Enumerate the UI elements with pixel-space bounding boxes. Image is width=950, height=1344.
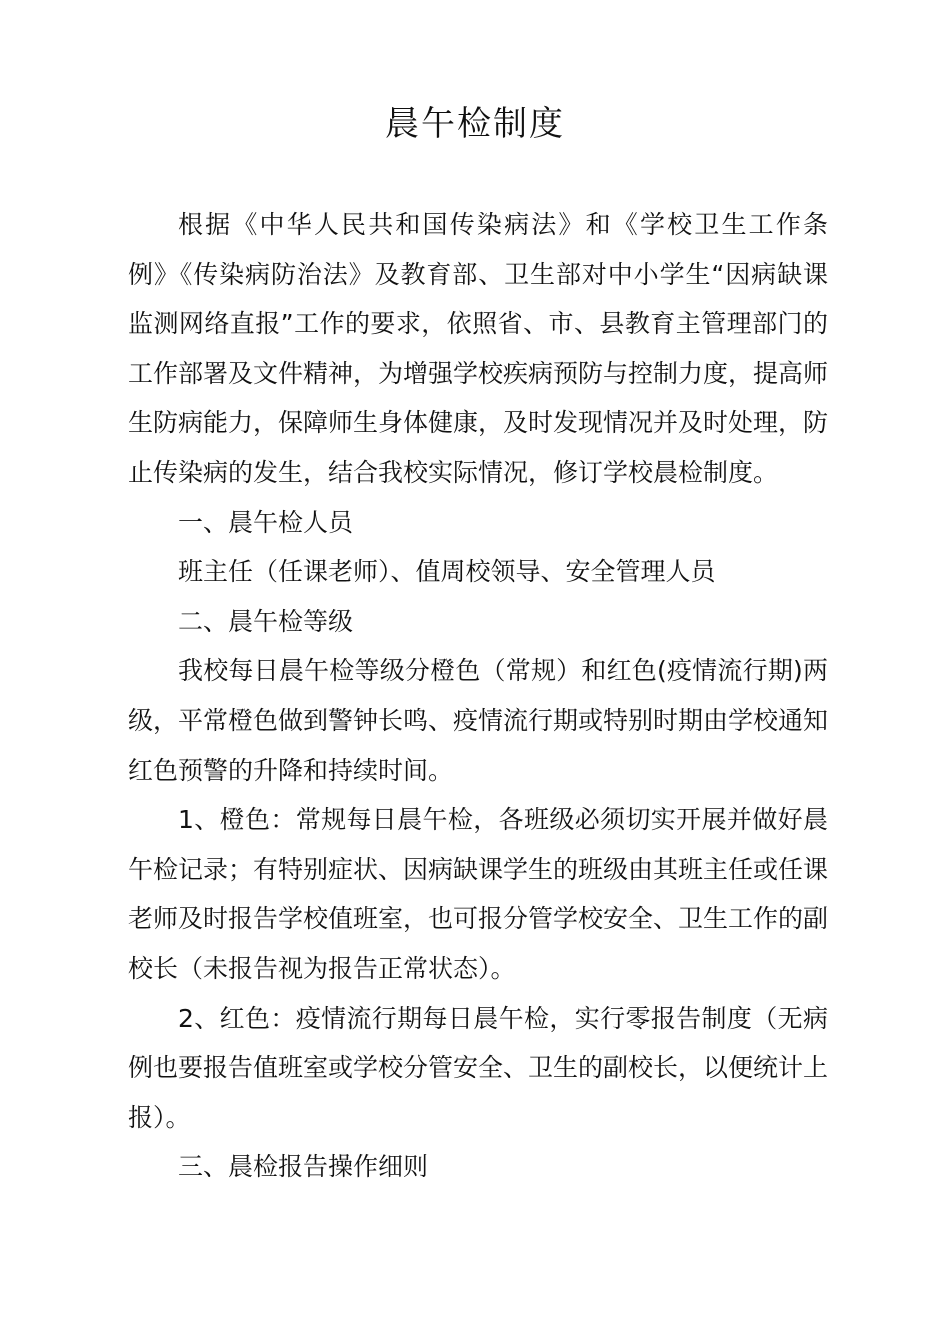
intro-paragraph: 根据《中华人民共和国传染病法》和《学校卫生工作条例》《传染病防治法》及教育部、卫生部对中小学生“因病缺课监测网络直报”工作的要求，依照省、市、县教育主管理部门的工作部署及文件精神，为增强学校疾病预防与控制力度，提高师生防病能力，保障师生身体健康，及时发现情况并及时处理，防止传染病的发生，结合我校实际情况，修订学校晨检制度。 xyxy=(128,210,829,487)
section-2-item-red: 2、红色：疫情流行期每日晨午检，实行零报告制度（无病例也要报告值班室或学校分管安全、卫生的副校长，以便统计上报）。 xyxy=(128,1003,829,1132)
section-2-content: 我校每日晨午检等级分橙色（常规）和红色(疫情流行期)两级，平常橙色做到警钟长鸣、疫情流行期或特别时期由学校通知红色预警的升降和持续时间。 xyxy=(128,656,829,785)
section-1-heading: 一、晨午检人员 xyxy=(178,507,354,537)
document-title: 晨午检制度 xyxy=(385,104,565,144)
section-1-content: 班主任（任课老师）、值周校领导、安全管理人员 xyxy=(178,557,716,587)
section-2-heading: 二、晨午检等级 xyxy=(178,606,354,636)
document-body xyxy=(128,200,828,1192)
section-2-item-orange: 1、橙色：常规每日晨午检，各班级必须切实开展并做好晨午检记录；有特别症状、因病缺课学生的班级由其班主任或任课老师及时报告学校值班室，也可报分管学校安全、卫生工作的副校长（未报告视为报告正常状态）。 xyxy=(128,805,829,983)
section-3-heading: 三、晨检报告操作细则 xyxy=(178,1152,429,1182)
